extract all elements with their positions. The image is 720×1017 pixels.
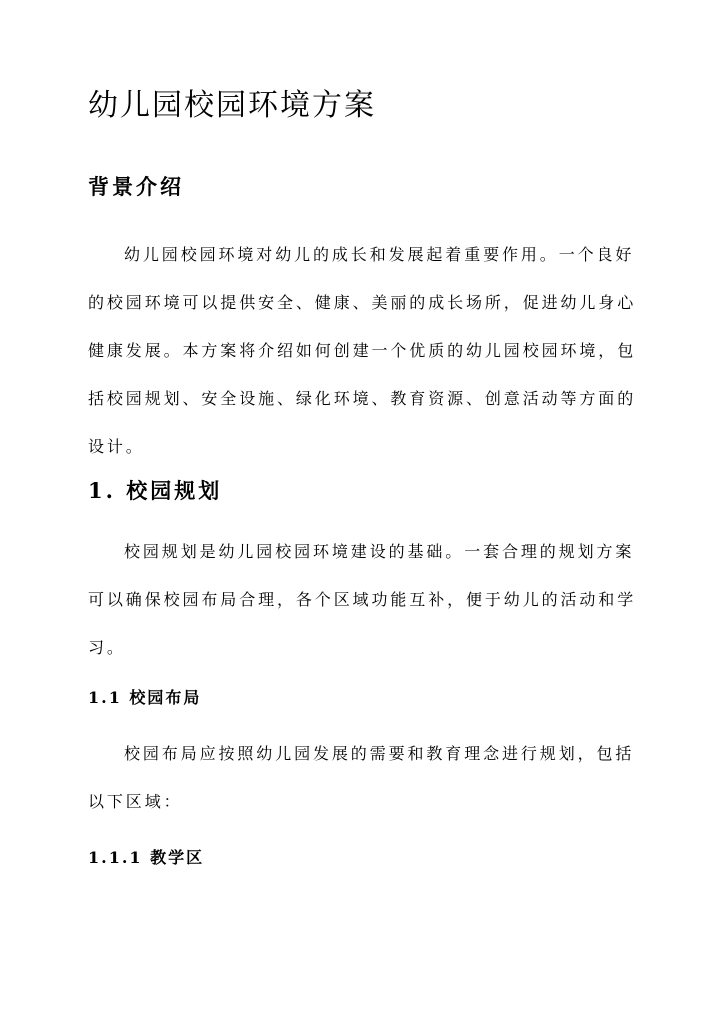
paragraph-line: 括校园规划、安全设施、绿化环境、教育资源、创意活动等方面的 bbox=[88, 389, 637, 408]
section-heading-background: 背景介绍 bbox=[88, 174, 184, 199]
subsubsection-heading-teaching-area: 1.1.1 教学区 bbox=[88, 848, 205, 867]
paragraph-line: 设计。 bbox=[88, 437, 145, 456]
background-paragraph bbox=[88, 231, 637, 471]
paragraph-line: 幼儿园校园环境对幼儿的成长和发展起着重要作用。一个良好 bbox=[124, 245, 635, 264]
campus-layout-paragraph bbox=[88, 730, 635, 826]
paragraph-line: 健康发展。本方案将介绍如何创建一个优质的幼儿园校园环境，包 bbox=[88, 341, 637, 360]
paragraph-line: 的校园环境可以提供安全、健康、美丽的成长场所，促进幼儿身心 bbox=[88, 293, 637, 312]
paragraph-line: 可以确保校园布局合理，各个区域功能互补，便于幼儿的活动和学 bbox=[88, 590, 637, 609]
paragraph-line: 以下区域： bbox=[88, 792, 183, 811]
document-title: 幼儿园校园环境方案 bbox=[88, 88, 376, 123]
paragraph-line: 校园布局应按照幼儿园发展的需要和教育理念进行规划，包括 bbox=[124, 744, 635, 763]
section-heading-campus-planning: 1. 校园规划 bbox=[88, 478, 223, 503]
subsection-heading-campus-layout: 1.1 校园布局 bbox=[88, 688, 202, 707]
campus-planning-paragraph bbox=[88, 528, 637, 672]
paragraph-line: 习。 bbox=[88, 638, 126, 657]
paragraph-line: 校园规划是幼儿园校园环境建设的基础。一套合理的规划方案 bbox=[124, 542, 635, 561]
